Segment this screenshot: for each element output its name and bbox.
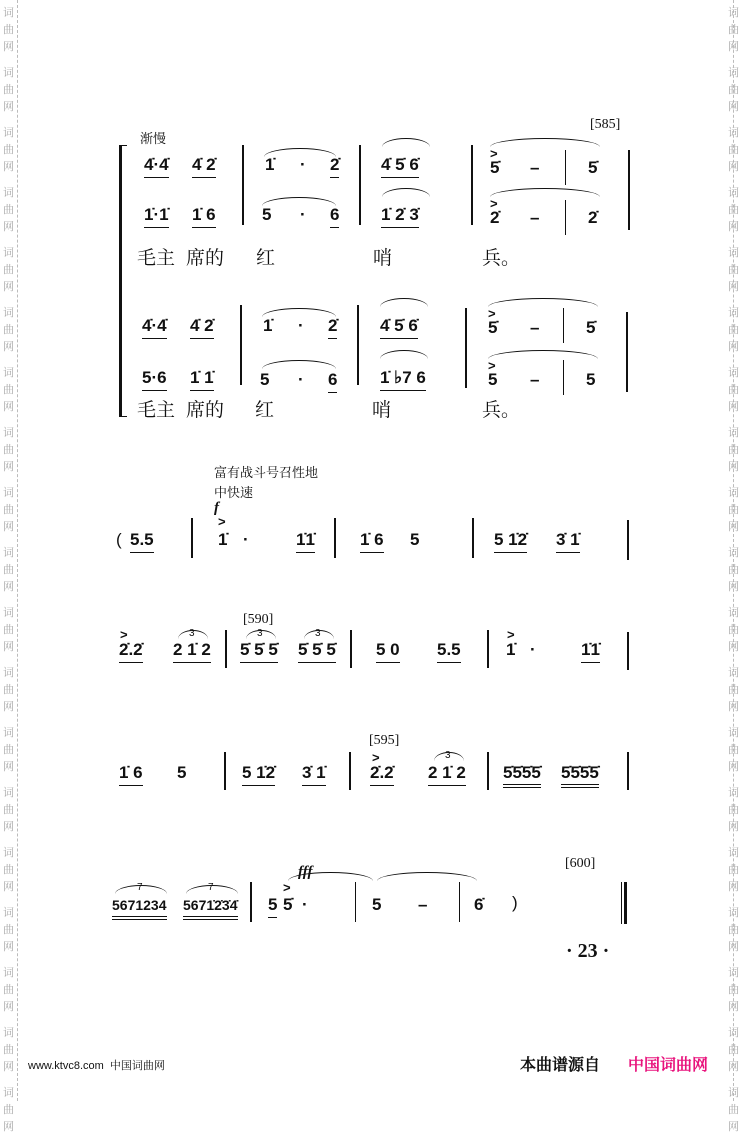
note-group: 3̇ 1̇: [556, 530, 580, 553]
watermark-text: 词 曲 网: [3, 967, 14, 1013]
lyric: 毛主: [137, 400, 176, 421]
note-group: 1̇·1̇: [144, 205, 169, 228]
barline: [565, 150, 566, 185]
barline: [563, 308, 564, 343]
accent-mark: >: [120, 627, 128, 642]
note: 1̇: [506, 640, 516, 659]
barline: [349, 752, 351, 790]
slur: [380, 350, 428, 359]
watermark-text: 词 曲 网: [3, 67, 14, 113]
barline: [465, 308, 467, 388]
barline: [357, 305, 359, 385]
watermark-text: 词 曲 网: [3, 1027, 14, 1073]
watermark-text: 词 曲 网: [3, 787, 14, 833]
barline: [242, 145, 244, 225]
paren: (: [116, 530, 122, 549]
lyric: 哨: [373, 248, 393, 269]
watermark-text: 词 曲 网: [728, 1027, 739, 1073]
watermark-text: 词 曲 网: [728, 487, 739, 533]
note: 5: [488, 370, 498, 389]
system-bracket: [119, 145, 127, 417]
watermark-text: 词 曲 网: [3, 427, 14, 473]
barline: [565, 200, 566, 235]
accent-mark: >: [490, 196, 498, 211]
paren: ): [512, 893, 518, 912]
note: 1̇: [218, 530, 228, 549]
watermark-text: 词 曲 网: [728, 1087, 739, 1133]
note-group: 2̇.2̇: [370, 763, 394, 786]
watermark-text: 词 曲 网: [3, 667, 14, 713]
watermark-text: 词 曲 网: [728, 667, 739, 713]
dot: ·: [300, 155, 306, 174]
watermark-text: 词 曲 网: [3, 907, 14, 953]
watermark-text: 词 曲 网: [728, 607, 739, 653]
triplet-mark: 3: [257, 628, 263, 639]
note: 2̇: [588, 208, 598, 227]
final-barline-thin: [621, 882, 622, 924]
slur: [262, 197, 336, 206]
note-group: 5671̇2̇3̇4̇: [183, 895, 238, 920]
note-group: 1̇ 1̇: [190, 368, 214, 391]
watermark-text: 词 曲 网: [3, 607, 14, 653]
watermark-text: 词 曲 网: [3, 127, 14, 173]
dot: ·: [302, 895, 308, 914]
lyric: 席的: [186, 400, 225, 421]
note-group: 4̇ 2̇: [192, 155, 216, 178]
triplet-mark: 3: [445, 750, 451, 761]
barline: [350, 630, 352, 668]
watermark-text: 词 曲 网: [3, 307, 14, 353]
watermark-text: 词 曲 网: [728, 7, 739, 53]
slur: [488, 350, 598, 359]
watermark-text: 词 曲 网: [728, 127, 739, 173]
note-group: 3̇ 1̇: [302, 763, 326, 786]
note: 5̇: [490, 158, 500, 177]
note: 5̇: [488, 318, 498, 337]
tempo-marking: 渐慢: [140, 131, 167, 146]
rehearsal-mark: [595]: [369, 733, 400, 748]
lyric: 哨: [372, 400, 392, 421]
accent-mark: >: [490, 146, 498, 161]
barline: [626, 312, 628, 392]
note-group: 4̇ 2̇: [190, 316, 214, 339]
barline: [250, 882, 252, 922]
rehearsal-mark: [590]: [243, 612, 274, 627]
note-group: 2̇.2̇: [119, 640, 143, 663]
accent-mark: >: [488, 358, 496, 373]
accent-mark: >: [283, 880, 291, 895]
barline: [240, 305, 242, 385]
slur: [382, 138, 430, 147]
barline: [225, 630, 227, 668]
note-group: 5̇ 5̇ 5̇: [298, 640, 336, 663]
watermark-text: 词 曲 网: [728, 187, 739, 233]
note: 1̇: [265, 155, 275, 174]
barline: [224, 752, 226, 790]
note-group: 5 1̇2̇: [494, 530, 527, 553]
lyric: 红: [256, 248, 276, 269]
note-group: 5 1̇2̇: [242, 763, 275, 786]
note-group: 1̇ ♭7 6: [380, 368, 426, 391]
note-group: 5̇ 5̇ 5̇: [240, 640, 278, 663]
note-group: 1̇ 2̇ 3̇: [381, 205, 419, 228]
watermark-text: 词 曲 网: [728, 427, 739, 473]
barline: [472, 518, 474, 558]
note: 5̇: [586, 318, 596, 337]
slur: [490, 188, 600, 197]
lyric: 席的: [186, 248, 225, 269]
watermark-text: 词 曲 网: [3, 367, 14, 413]
barline: [563, 360, 564, 395]
dynamic-marking: f: [214, 500, 219, 516]
slur: [488, 298, 598, 307]
watermark-text: 词 曲 网: [728, 787, 739, 833]
footer-source-label: 本曲谱源自: [520, 1057, 601, 1074]
watermark-text: 词 曲 网: [3, 547, 14, 593]
note-group: 1̇1̇: [581, 640, 600, 663]
barline: [487, 630, 489, 668]
slur: [262, 360, 336, 369]
note-group: 5̇5̇5̇5̇: [561, 763, 599, 788]
watermark-text: 词 曲 网: [728, 247, 739, 293]
note-group: 1̇ 6: [192, 205, 216, 228]
left-watermark-strip: [17, 0, 36, 1101]
note-group: 4̇ 5̇ 6̇: [381, 155, 419, 178]
triplet-mark: 3: [315, 628, 321, 639]
note: 2̇: [490, 208, 500, 227]
barline: [359, 145, 361, 225]
watermark-text: 词 曲 网: [3, 487, 14, 533]
dash: –: [530, 158, 540, 177]
barline: [627, 520, 629, 560]
lyric: 红: [255, 400, 275, 421]
lyric: 兵。: [482, 400, 521, 421]
septuplet-mark: 7: [137, 882, 143, 893]
slur: [382, 188, 430, 197]
note: 6: [328, 370, 337, 393]
note-group: 2 1̇ 2: [173, 640, 211, 663]
barline: [355, 882, 356, 922]
watermark-text: 词 曲 网: [728, 547, 739, 593]
note: 5̇: [588, 158, 598, 177]
note: 6: [330, 205, 339, 228]
note: 5: [260, 370, 270, 389]
dot: ·: [298, 316, 304, 335]
note: 5: [262, 205, 272, 224]
note-group: 4̇·4̇: [142, 316, 167, 339]
slur: [490, 138, 600, 147]
dash: –: [530, 208, 540, 227]
accent-mark: >: [218, 514, 226, 529]
page-number: · 23 ·: [566, 940, 610, 962]
note: 5̇: [283, 895, 293, 914]
barline: [627, 632, 629, 670]
note-group: 5.5: [130, 530, 154, 553]
note: 5: [410, 530, 420, 549]
septuplet-mark: 7: [208, 882, 214, 893]
watermark-text: 词 曲 网: [3, 7, 14, 53]
watermark-text: 词 曲 网: [728, 727, 739, 773]
note-group: 1̇ 6: [360, 530, 384, 553]
barline: [487, 752, 489, 790]
footer-source-site[interactable]: 中国词曲网: [628, 1057, 709, 1074]
footer-site-link[interactable]: www.ktvc8.com 中国词曲网: [28, 1060, 165, 1072]
note-group: 1̇1̇: [296, 530, 315, 553]
expression-text: 富有战斗号召性地: [214, 465, 319, 480]
note: 6̇: [474, 895, 484, 914]
dot: ·: [300, 205, 306, 224]
watermark-text: 词 曲 网: [728, 367, 739, 413]
note: 1̇: [263, 316, 273, 335]
watermark-text: 词 曲 网: [3, 847, 14, 893]
watermark-text: 词 曲 网: [728, 847, 739, 893]
watermark-text: 词 曲 网: [3, 1087, 14, 1133]
tie: [377, 872, 477, 881]
note: 5: [586, 370, 596, 389]
note: 2̇: [330, 155, 339, 178]
watermark-text: 词 曲 网: [3, 187, 14, 233]
watermark-text: 词 曲 网: [3, 247, 14, 293]
final-barline-thick: [624, 882, 627, 924]
accent-mark: >: [488, 306, 496, 321]
dot: ·: [298, 370, 304, 389]
note: 5: [268, 895, 277, 918]
barline: [191, 518, 193, 558]
dynamic-marking: fff: [298, 864, 313, 880]
note-group: 5·6: [142, 368, 167, 391]
lyric: 兵。: [482, 248, 521, 269]
note-group: 2 1̇ 2: [428, 763, 466, 786]
note-group: 4̇·4̇: [144, 155, 169, 178]
accent-mark: >: [372, 750, 380, 765]
note: 5: [372, 895, 382, 914]
rehearsal-mark: [600]: [565, 856, 596, 871]
dot: ·: [530, 640, 536, 659]
triplet-mark: 3: [189, 628, 195, 639]
barline: [334, 518, 336, 558]
watermark-text: 词 曲 网: [728, 907, 739, 953]
dash: –: [530, 318, 540, 337]
tempo-text: 中快速: [214, 485, 254, 500]
note-group: 5671234: [112, 895, 167, 920]
note-group: 1̇ 6: [119, 763, 143, 786]
note-group: 5̇5̇5̇5̇: [503, 763, 541, 788]
barline: [471, 145, 473, 225]
dash: –: [530, 370, 540, 389]
note-group: 5.5: [437, 640, 461, 663]
barline: [628, 150, 630, 230]
slur: [380, 298, 428, 307]
dot: ·: [243, 530, 249, 549]
rehearsal-mark: [585]: [590, 117, 621, 132]
watermark-text: 词 曲 网: [3, 727, 14, 773]
lyric: 毛主: [137, 248, 176, 269]
barline: [459, 882, 460, 922]
dash: –: [418, 895, 428, 914]
note-group: 5 0: [376, 640, 400, 663]
watermark-text: 词 曲 网: [728, 67, 739, 113]
note-group: 4̇ 5̇ 6̇: [380, 316, 418, 339]
accent-mark: >: [507, 627, 515, 642]
note: 2̇: [328, 316, 337, 339]
barline: [627, 752, 629, 790]
note: 5: [177, 763, 187, 782]
watermark-text: 词 曲 网: [728, 307, 739, 353]
watermark-text: 词 曲 网: [728, 967, 739, 1013]
